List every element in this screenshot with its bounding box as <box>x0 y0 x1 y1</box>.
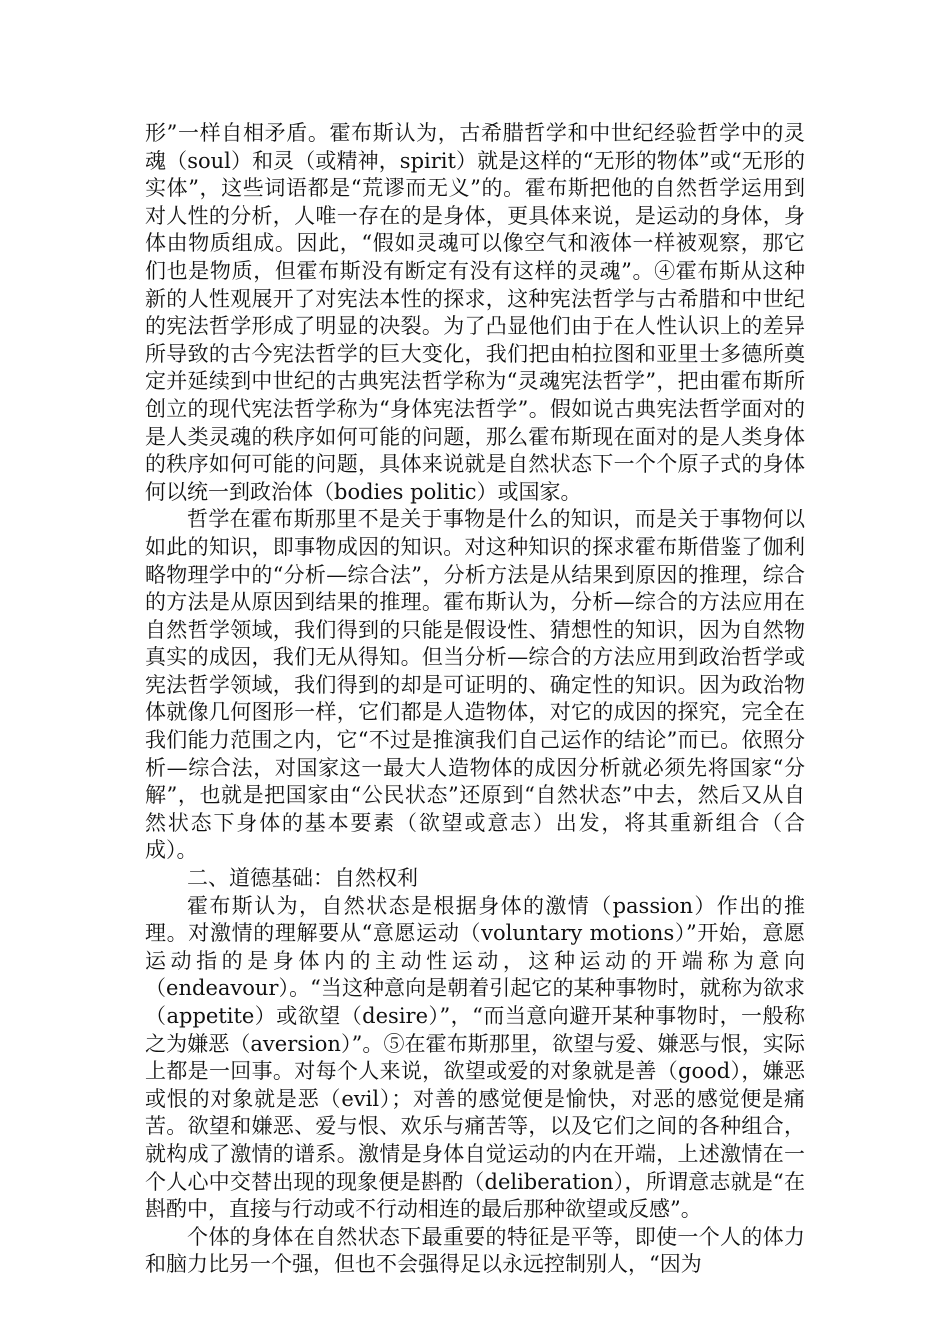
paragraph-passion: 霍布斯认为，自然状态是根据身体的激情（passion）作出的推理。对激情的理解要从“意愿运动（voluntary motions）”开始，意愿运动指的是身体内的主动性运动，这种运动的开端称为意向（endeavour）。“当这种意向是朝着引起它的某种事物时，就称为欲求（appetite）或欲望（desire）”，“而当意向避开某种事物时，一般称之为嫌恶（aversion）”。⑤在霍布斯那里，欲望与爱、嫌恶与恨，实际上都是一回事。对每个人来说，欲望或爱的对象就是善（good），嫌恶或恨的对象就是恶（evil）；对善的感觉便是愉快，对恶的感觉便是痛苦。欲望和嫌恶、爱与恨、欢乐与痛苦等，以及它们之间的各种组合，就构成了激情的谱系。激情是身体自觉运动的内在开端，上述激情在一个人心中交替出现的现象便是斟酌（deliberation），所谓意志就是“在斟酌中，直接与行动或不行动相连的最后那种欲望或反感”。 <box>145 893 805 1222</box>
document-page <box>145 120 805 1279</box>
paragraph-continued: 形”一样自相矛盾。霍布斯认为，古希腊哲学和中世纪经验哲学中的灵魂（soul）和灵（或精神，spirit）就是这样的“无形的物体”或“无形的实体”，这些词语都是“荒谬而无义”的。霍布斯把他的自然哲学运用到对人性的分析，人唯一存在的是身体，更具体来说，是运动的身体，身体由物质组成。因此，“假如灵魂可以像空气和液体一样被观察，那它们也是物质，但霍布斯没有断定有没有这样的灵魂”。④霍布斯从这种新的人性观展开了对宪法本性的探求，这种宪法哲学与古希腊和中世纪的宪法哲学形成了明显的决裂。为了凸显他们由于在人性认识上的差异所导致的古今宪法哲学的巨大变化，我们把由柏拉图和亚里士多德所奠定并延续到中世纪的古典宪法哲学称为“灵魂宪法哲学”，把由霍布斯所创立的现代宪法哲学称为“身体宪法哲学”。假如说古典宪法哲学面对的是人类灵魂的秩序如何可能的问题，那么霍布斯现在面对的是人类身体的秩序如何可能的问题，具体来说就是自然状态下一个个原子式的身体何以统一到政治体（bodies politic）或国家。 <box>145 121 805 504</box>
paragraph-equality: 个体的身体在自然状态下最重要的特征是平等，即使一个人的体力和脑力比另一个强，但也不会强得足以永远控制别人，“因为 <box>145 1224 805 1277</box>
paragraph-analysis-synthesis: 哲学在霍布斯那里不是关于事物是什么的知识，而是关于事物何以如此的知识，即事物成因的知识。对这种知识的探求霍布斯借鉴了伽利略物理学中的“分析—综合法”，分析方法是从结果到原因的推理，综合的方法是从原因到结果的推理。霍布斯认为，分析—综合的方法应用在自然哲学领域，我们得到的只能是假设性、猜想性的知识，因为自然物真实的成因，我们无从得知。但当分析—综合的方法应用到政治哲学或宪法哲学领域，我们得到的却是可证明的、确定性的知识。因为政治物体就像几何图形一样，它们都是人造物体，对它的成因的探究，完全在我们能力范围之内，它“不过是推演我们自己运作的结论”而已。依照分析—综合法，对国家这一最大人造物体的成因分析就必须先将国家“分解”，也就是把国家由“公民状态”还原到“自然状态”中去，然后又从自然状态下身体的基本要素（欲望或意志）出发，将其重新组合（合成）。 <box>145 507 805 863</box>
section-heading: 二、道德基础：自然权利 <box>187 866 418 891</box>
